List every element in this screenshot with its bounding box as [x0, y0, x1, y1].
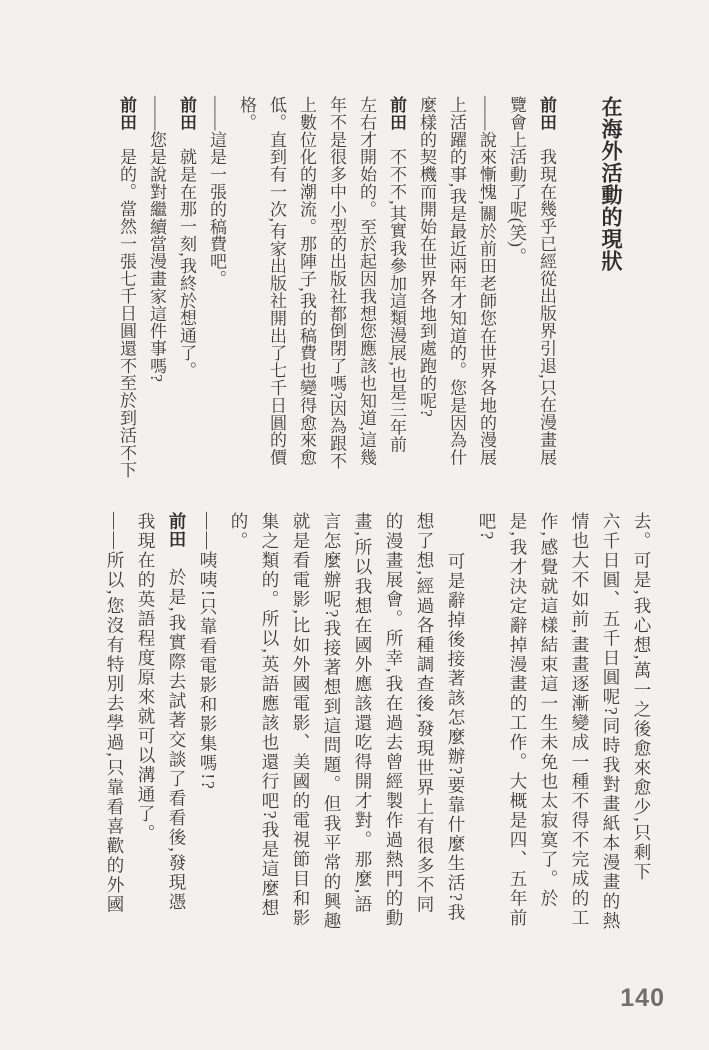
- text-column: 前田就是在那一刻,我終於想通了。: [177, 96, 196, 379]
- speaker-name: 前田: [177, 96, 196, 131]
- text-column: 覽會上活動了呢(笑)。: [507, 96, 526, 265]
- text-column: 的漫畫展會。所幸,我在過去曾經製作過熱門的動: [384, 512, 404, 928]
- text-column: ——這是一張的稿費吧。: [207, 96, 226, 288]
- top-text-block: [111, 96, 627, 484]
- speaker-name: 前田: [117, 96, 136, 131]
- text-column: 想了想,經過各種調查後,發現世界上有很多不同: [415, 512, 435, 915]
- text-column: ——咦咦!只靠看電影和影集嗎!?: [198, 512, 218, 791]
- text-column: 上活躍的事,我是最近兩年才知道的。您是因為什: [447, 96, 466, 467]
- text-column: 左右才開始的。至於起因我想您應該也知道,這幾: [357, 96, 376, 467]
- text-column: 前田我現在幾乎已經從出版界引退,只在漫畫展: [537, 96, 556, 466]
- text-column: 年不是很多中小型的出版社都倒閉了嗎?因為跟不: [327, 96, 346, 470]
- text-column: 可是辭掉後接著該怎麼辦?要靠什麼生活?我: [446, 552, 466, 923]
- text-column: 作,感覺就這樣結束這一生未免也太寂寞了。於: [539, 512, 559, 909]
- section-title: 在海外活動的現狀: [599, 96, 622, 272]
- text-column: 去。可是,我心想,萬一之後愈來愈少,只剩下: [632, 512, 652, 883]
- speaker-name: 前田: [167, 512, 187, 548]
- text-column: ——所以,您沒有特別去學過,只靠看喜歡的外國: [105, 512, 125, 915]
- text-column: 的。: [229, 512, 249, 551]
- speaker-name: 前田: [387, 96, 406, 131]
- text-column: 是,我才決定辭掉漫畫的工作。大概是四、五年前: [508, 512, 528, 928]
- text-column: 前田是的。當然一張七千日圓還不至於到活不下: [117, 96, 136, 479]
- text-column: 就是看電影,比如外國電影、美國的電視節目和影: [291, 512, 311, 928]
- text-column: 言怎麼辦呢?我接著想到這問題。但我平常的興趣: [322, 512, 342, 932]
- bottom-text-block: [99, 512, 657, 948]
- text-column: 吧?: [477, 512, 497, 542]
- text-column: 集之類的。所以,英語應該也還行吧?我是這麼想: [260, 512, 280, 919]
- text-column: 麼樣的契機而開始在世界各地到處跑的呢?: [417, 96, 436, 418]
- text-column: 情也大不如前,畫畫逐漸變成一種不得不完成的工: [570, 512, 590, 928]
- text-column: 我現在的英語程度原來就可以溝通了。: [136, 512, 156, 844]
- text-column: 前田不不不,其實我參加這類漫展,也是三年前: [387, 96, 406, 454]
- text-column: 上數位化的潮流。那陣子,我的稿費也變得愈來愈: [297, 96, 316, 467]
- text-column: ——說來慚愧,關於前田老師您在世界各地的漫展: [477, 96, 496, 467]
- text-column: 格。: [237, 96, 256, 131]
- text-column: 低。直到有一次,有家出版社開出了七千日圓的價: [267, 96, 286, 467]
- text-column: ——您是說對繼續當漫畫家這件事嗎?: [147, 96, 166, 383]
- text-column: 前田於是,我實際去試著交談了看看後,發現憑: [167, 512, 187, 913]
- speaker-name: 前田: [537, 96, 556, 131]
- text-column: 畫,所以我想在國外應該還吃得開才對。那麼,語: [353, 512, 373, 915]
- text-column: 六千日圓、五千日圓呢?同時我對畫紙本漫畫的熱: [601, 512, 621, 932]
- page-number: 140: [620, 984, 665, 1012]
